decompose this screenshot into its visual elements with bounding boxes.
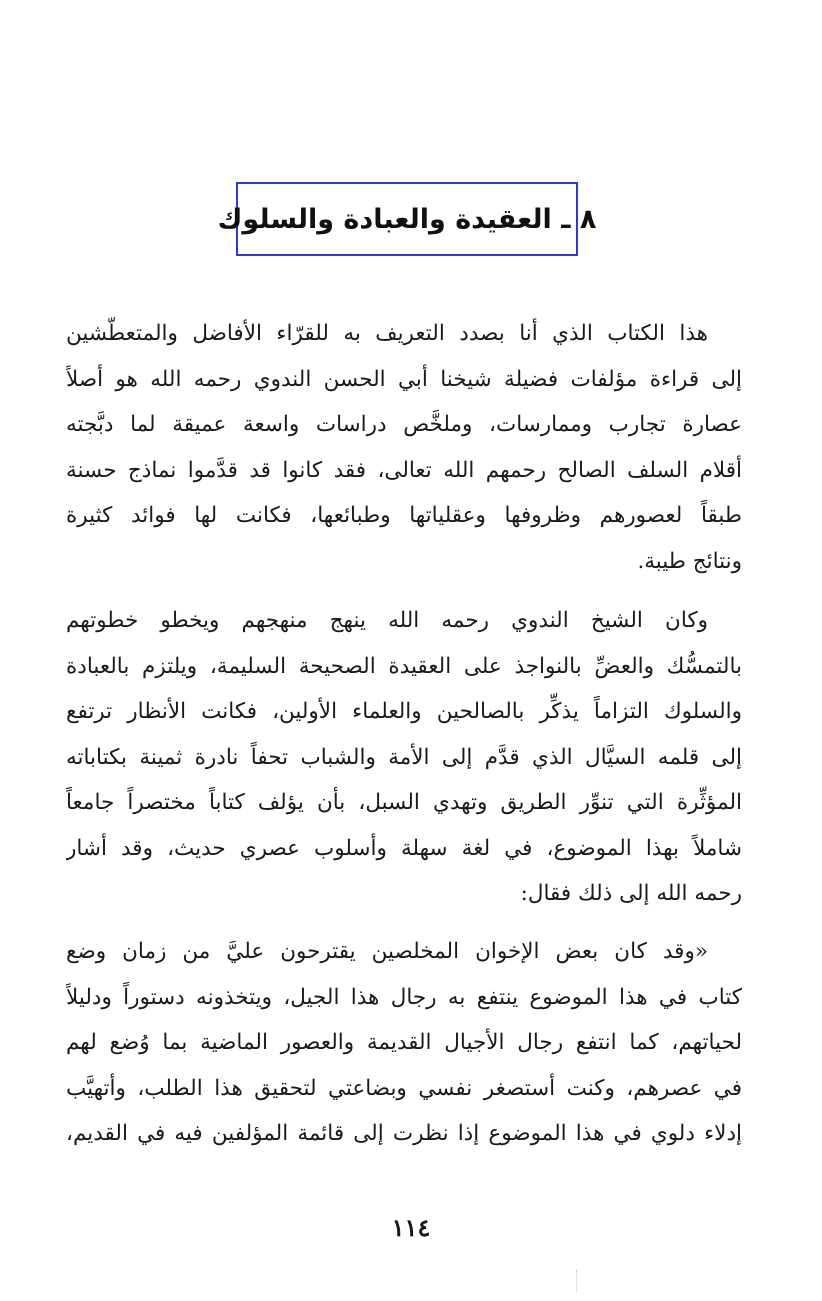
paragraph-1 <box>66 311 742 584</box>
text-line: بالتمسُّك والعضِّ بالنواجذ على العقيدة الصحيحة السليمة، ويلتزم بالعبادة <box>66 653 742 679</box>
paragraph-2 <box>66 598 742 917</box>
text-line: لحياتهم، كما انتفع رجال الأجيال القديمة والعصور الماضية بما وُضع لهم <box>66 1030 742 1055</box>
text-line: إلى قلمه السيَّال الذي قدَّم إلى الأمة والشباب تحفاً نادرة ثمينة بكتاباته <box>66 744 742 770</box>
text-line: وكان الشيخ الندوي رحمه الله ينهج منهجهم ويخطو خطوتهم <box>66 608 708 633</box>
text-line: «وقد كان بعض الإخوان المخلصين يقترحون عليَّ من زمان وضع <box>66 939 708 964</box>
scan-artifact <box>576 1270 578 1292</box>
quote-paragraph <box>66 929 742 1157</box>
text-line: والسلوك التزاماً يذكِّر بالصالحين والعلماء الأولين، فكانت الأنظار ترتفع <box>66 699 742 724</box>
text-line: إلى قراءة مؤلفات فضيلة شيخنا أبي الحسن الندوي رحمه الله هو أصلاً <box>66 366 742 392</box>
chapter-heading: ٨ ـ العقيدة والعبادة والسلوك <box>217 203 597 235</box>
text-line: هذا الكتاب الذي أنا بصدد التعريف به للقرّاء الأفاضل والمتعطّشين <box>66 321 708 346</box>
page-number: ١١٤ <box>391 1213 431 1242</box>
text-line: المؤثِّرة التي تنوِّر الطريق وتهدي السبل، بأن يؤلف كتاباً مختصراً جامعاً <box>66 790 742 815</box>
text-line: شاملاً بهذا الموضوع، في لغة سهلة وأسلوب عصري حديث، وقد أشار <box>66 835 742 861</box>
text-line: كتاب في هذا الموضوع ينتفع به رجال هذا الجيل، ويتخذونه دستوراً ودليلاً <box>66 984 742 1010</box>
text-line: في عصرهم، وكنت أستصغر نفسي وبضاعتي لتحقيق هذا الطلب، وأتهيَّب <box>66 1075 742 1101</box>
text-line: إدلاء دلوي في هذا الموضوع إذا نظرت إلى قائمة المؤلفين فيه في القديم، <box>66 1121 742 1146</box>
text-line: ونتائج طيبة. <box>637 548 742 574</box>
chapter-heading-box <box>217 182 597 256</box>
text-line: رحمه الله إلى ذلك فقال: <box>520 881 742 906</box>
text-line: عصارة تجارب وممارسات، وملخَّص دراسات واسعة عميقة لما دبَّجته <box>66 412 742 437</box>
text-line: طبقاً لعصورهم وظروفها وعقلياتها وطبائعها، فكانت لها فوائد كثيرة <box>66 503 742 528</box>
text-line: أقلام السلف الصالح رحمهم الله تعالى، فقد كانوا قد قدَّموا نماذج حسنة <box>66 457 742 483</box>
